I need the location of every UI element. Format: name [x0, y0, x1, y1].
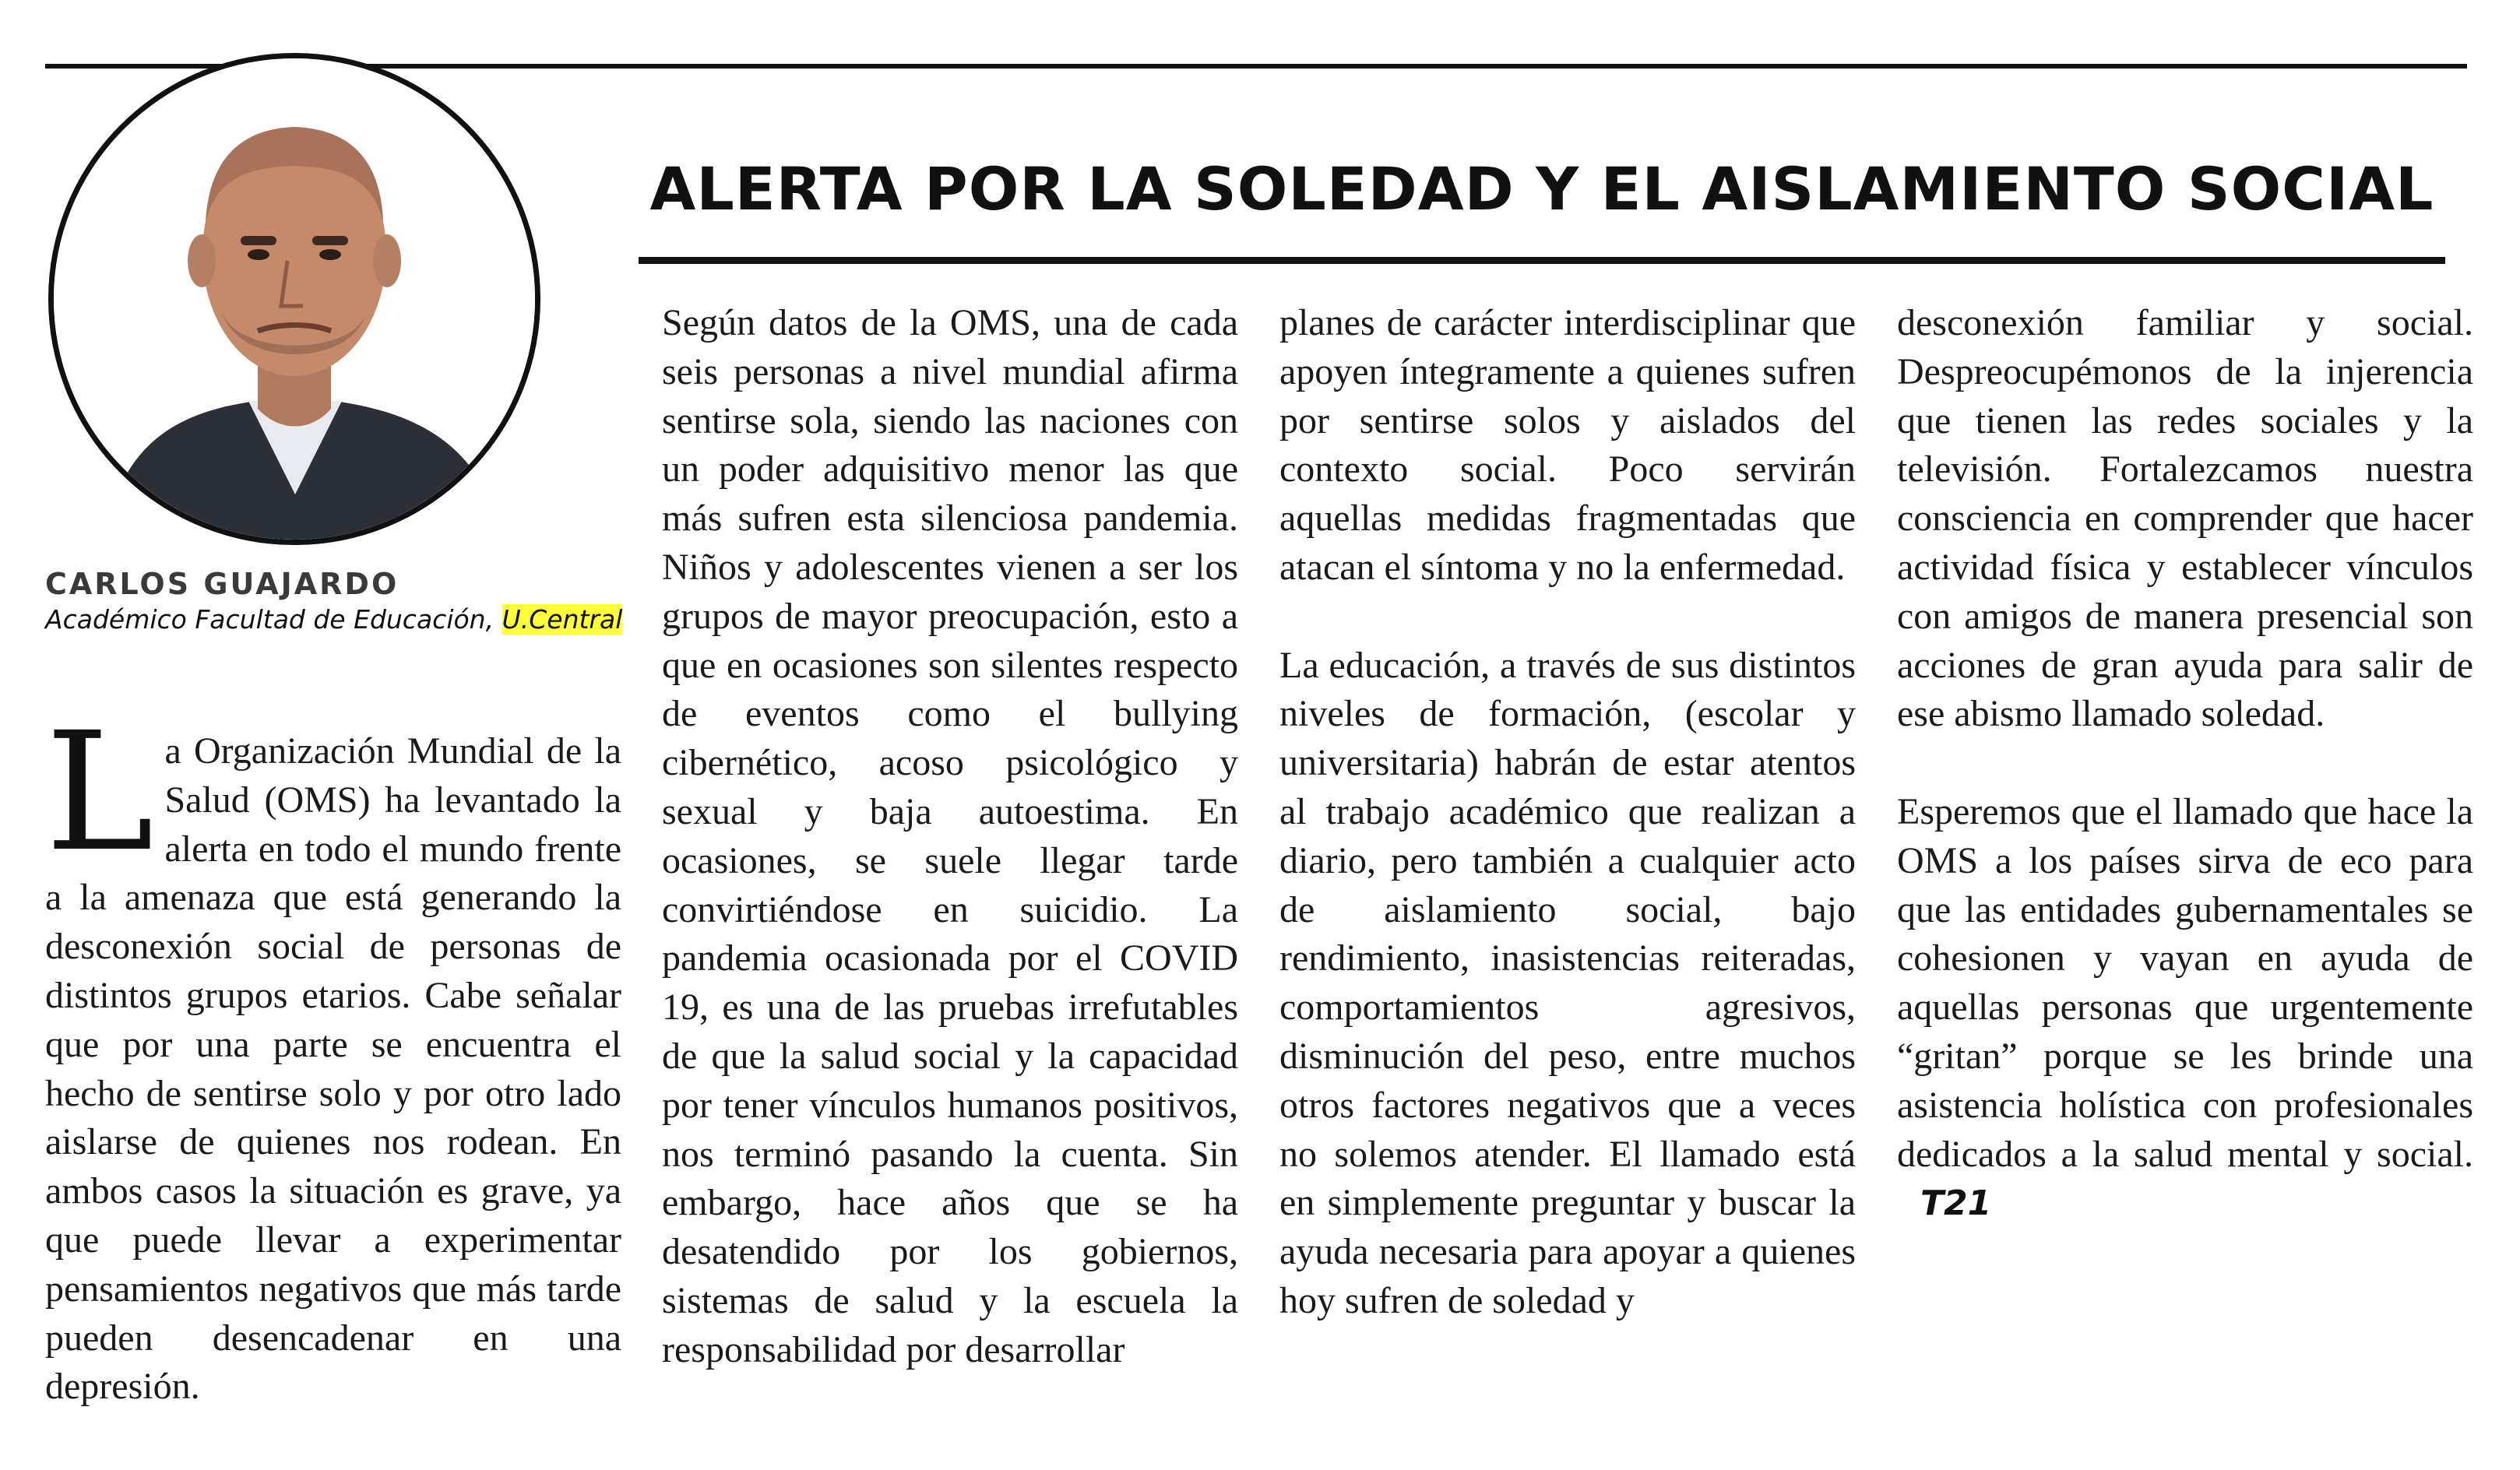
headline: ALERTA POR LA SOLEDAD Y EL AISLAMIENTO SOCIAL	[649, 154, 2434, 223]
author-affiliation	[45, 604, 622, 635]
author-name: CARLOS GUAJARDO	[45, 567, 399, 601]
article-column-4	[1897, 299, 2473, 1229]
article-paragraph-closing	[1897, 788, 2473, 1229]
article-paragraph: Según datos de la OMS, una de cada seis personas a nivel mundial afirma sentirse sola, siendo las naciones con un poder adquisitivo menor las que más sufren esta silenciosa pandemia. Niños y adolescentes vienen a ser los grupos de mayor preocupación, esto a que en ocasiones son silentes respecto de eventos como el bullying cibernético, acoso psicológico y sexual y baja autoestima. En ocasiones, se suele llegar tarde convirtiéndose en suicidio. La pandemia ocasionada por el COVID 19, es una de las pruebas irrefutables de que la salud social y la capacidad por tener vínculos humanos positivos, nos terminó pasando la cuenta. Sin embargo, hace años que se ha desatendido por los gobiernos, sistemas de salud y la escuela la responsabilidad por desarrollar	[662, 302, 1238, 1370]
article-column-3	[1279, 299, 1856, 1326]
author-portrait-illustration	[54, 58, 535, 540]
article-intro: a Organización Mundial de la Salud (OMS) ha levantado la alerta en todo el mundo frente a la amenaza que está generando la desconexión social de personas de distintos grupos etarios. Cabe señalar que por una parte se encuentra el hecho de sentirse solo y por otro lado aislarse de quienes nos rodean. En ambos casos la situación es grave, ya que puede llevar a experimentar pensamientos negativos que más tarde pueden desencadenar en una depresión.	[45, 730, 621, 1408]
top-rule	[45, 64, 2467, 69]
article-paragraph: planes de carácter interdisciplinar que apoyen íntegramente a quienes sufren por sentirse solos y aislados del contexto social. Poco servirán aquellas medidas fragmentadas que atacan el síntoma y no la enfermedad.	[1279, 302, 1856, 588]
dropcap: L	[45, 697, 154, 888]
article-paragraph: La educación, a través de sus distintos niveles de formación, (escolar y universitaria) habrán de estar atentos al trabajo académico que realizan a diario, pero también a cualquier acto de aislamiento social, bajo rendimiento, inasistencias reiteradas, comportamientos agresivos, disminución del peso, entre muchos otros factores negativos que a veces no solemos atender. El llamado está en simplemente preguntar y buscar la ayuda necesaria para apoyar a quienes hoy sufren de soledad y	[1279, 644, 1856, 1321]
article-column-1	[45, 697, 621, 1412]
author-photo	[48, 53, 540, 545]
author-institution: U.Central	[502, 604, 623, 635]
end-mark-logo: T21	[1920, 1183, 1992, 1224]
headline-rule	[639, 257, 2445, 264]
author-title-text: Académico Facultad de Educación,	[45, 604, 502, 635]
article-column-2	[662, 299, 1238, 1375]
article-closing-text: Esperemos que el llamado que hace la OMS a los países sirva de eco para que las entidades gubernamentales se cohesionen y vayan en ayuda de aquellas personas que urgentemente “gritan” porque se les brinde una asistencia holística con profesionales dedicados a la salud mental y social.	[1897, 790, 2473, 1175]
article-paragraph: desconexión familiar y social. Despreocupémonos de la injerencia que tienen las redes sociales y la televisión. Fortalezcamos nuestra consciencia en comprender que hacer actividad física y establecer vínculos con amigos de manera presencial son acciones de gran ayuda para salir de ese abismo llamado soledad.	[1897, 302, 2473, 735]
